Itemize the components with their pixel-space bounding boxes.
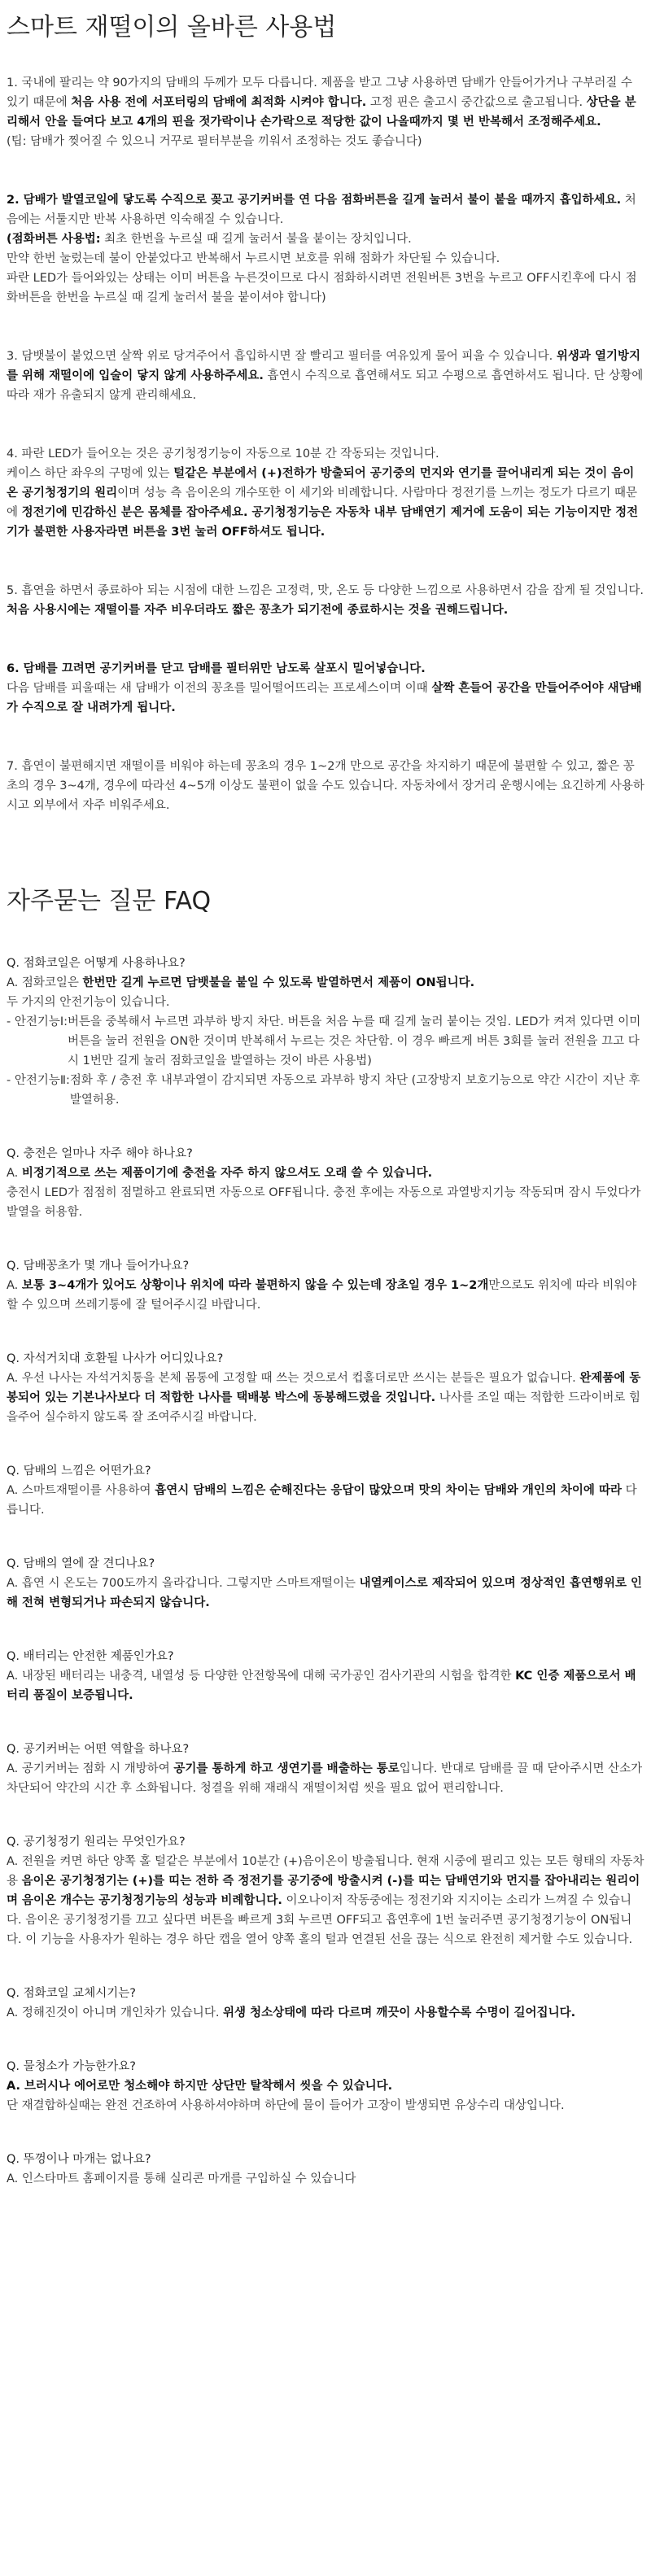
faq-item-3: [7, 1256, 644, 1315]
faq-question: Q. 담배의 느낌은 어떤가요?: [7, 1465, 151, 1478]
faq-answer-text: 이오나이저 작동중에는 정전기와 지지이는 소리가 느껴질 수 있습니다. 음이온 공기청정기를 끄고 싶다면 버튼을 빠르게 3회 누르면 OFF되고 흡연후에 1번 눌러주면 공기청정기능이 ON됩니다. 이 기능을 사용자가 원하는 경우 하단 캡을 열어 양쪽 홀의 털과 연결된 선을 끊는 식으로 완전히 제거할 수도 있습니다.: [7, 1894, 633, 1946]
faq-question: Q. 뚜껑이나 마개는 없나요?: [7, 2153, 151, 2166]
faq-answer-highlight: 완제품에 동봉되어 있는 기본나사보다 더 적합한 나사를 택배봉 박스에 동봉해드렸을 것입니다.: [7, 1372, 641, 1404]
faq-question: Q. 점화코일은 어떻게 사용하나요?: [7, 957, 186, 970]
faq-answer-text: A.: [7, 1167, 22, 1180]
faq-answer-text: A. 인스타마트 홈페이지를 통해 실리콘 마개를 구입하실 수 있습니다: [7, 2172, 356, 2185]
faq-answer-highlight: 한번만 길게 누르면 담뱃불을 붙일 수 있도록 발열하면서 제품이 ON됩니다.: [82, 976, 475, 989]
faq-answer-text: A.: [7, 1279, 22, 1292]
usage-text: 흡연시 수직으로 흡연해셔도 되고 수평으로 흡연하셔도 됩니다. 단 상황에 따라 재가 유출되지 않게 관리해세요.: [7, 369, 644, 402]
usage-text: 이며 성능 측 음이온의 개수또한 이 세기와 비례합니다. 사람마다 정전기를 느끼는 정도가 다르기 때문에: [7, 487, 637, 519]
faq-answer-highlight: KC 인증 제품으로서 배터리 품질이 보증됩니다.: [7, 1670, 636, 1702]
faq-answer-highlight: 흡연시 담배의 느낌은 순해진다는 응답이 많았으며 맛의 차이는 담배와 개인의 차이에 따라: [155, 1484, 622, 1497]
faq-question: Q. 자석거치대 호환될 나사가 어디있나요?: [7, 1352, 224, 1365]
usage-item-2: [7, 190, 644, 308]
faq-sub-label: - 안전기능Ⅰ:: [7, 1015, 68, 1028]
faq-answer-text: A. 내장된 배터리는 내충격, 내열성 등 다양한 안전항목에 대해 국가공인 검사기관의 시험을 합격한: [7, 1670, 516, 1683]
usage-text: 만약 한번 눌렀는데 불이 안붙었다고 반복해서 누르시면 보호를 위해 점화가 차단될 수 있습니다.: [7, 252, 500, 265]
usage-item-7: [7, 757, 644, 815]
faq-answer-text: A. 흡연 시 온도는 700도까지 올라갑니다. 그렇지만 스마트재떨이는: [7, 1577, 360, 1590]
faq-item-7: [7, 1647, 644, 1705]
usage-text: 7. 흡연이 불편해지면 재떨이를 비워야 하는데 꽁초의 경우 1~2개 만으로 공간을 차지하기 때문에 불편할 수 있고, 짧은 꽁초의 경우 3~4개, 경우에 따라선 4~5개 이상도 불편이 없을 수도 있습니다. 자동차에서 장거리 운행시에는 요긴하게 사용하시고 외부에서 자주 비워주세요.: [7, 760, 644, 812]
usage-item-4: [7, 444, 644, 542]
usage-highlight: 털같은 부분에서 (+)전하가 방출되어 공기중의 먼지와 연기를 끌어내리게 되는 것이 음이온 공기청정기의 원리: [7, 467, 635, 500]
usage-highlight: 정전기에 민감하신 분은 몸체를 잡아주세요. 공기청정기능은 자동차 내부 담배연기 제거에 도움이 되는 기능이지만 정전기가 불편한 사용자라면 버튼을 3번 눌러 OFF하셔도 됩니다.: [7, 506, 639, 539]
faq-item-6: [7, 1554, 644, 1613]
usage-text: 처음에는 서툴지만 반복 사용하면 익숙해질 수 있습니다.: [7, 194, 636, 226]
usage-text: 1. 국내에 팔리는 약 90가지의 담배의 두께가 모두 다릅니다. 제품을 받고 그냥 사용하면 담배가 안들어가거나 구부러질 수 있기 때문에: [7, 76, 632, 109]
faq-sub-item: [7, 1071, 644, 1110]
faq-answer-text: A. 우선 나사는 자석거치통을 본체 몸통에 고정할 때 쓰는 것으로서 컵홀더로만 쓰시는 분들은 필요가 없습니다.: [7, 1372, 580, 1385]
faq-item-5: [7, 1461, 644, 1520]
faq-answer-text: 충전시 LED가 점점히 점멸하고 완료되면 자동으로 OFF됩니다. 충전 후에는 자동으로 과열방지기능 작동되며 잠시 두었다가 발열을 허용함.: [7, 1186, 641, 1219]
usage-text: 3. 담뱃불이 붙었으면 살짝 위로 당겨주어서 흡입하시면 잘 빨리고 필터를 여유있게 물어 피울 수 있습니다.: [7, 350, 557, 363]
usage-highlight: 6. 담배를 끄려면 공기커버를 닫고 담배를 필터위만 남도록 살포시 밀어넣습니다.: [7, 662, 426, 675]
usage-tip: (팁: 담배가 찢어질 수 있으니 거꾸로 필터부분을 끼워서 조정하는 것도 좋습니다): [7, 135, 422, 148]
usage-item-5: [7, 581, 644, 620]
faq-question: Q. 공기커버는 어떤 역할을 하나요?: [7, 1743, 190, 1756]
faq-item-8: [7, 1740, 644, 1798]
usage-item-3: [7, 347, 644, 405]
usage-highlight: (점화버튼 사용법:: [7, 233, 101, 246]
usage-highlight: 위생과 열기방지를 위해 재떨이에 입술이 닿지 않게 사용하주세요.: [7, 350, 640, 382]
usage-highlight: 살짝 흔들어 공간을 만들어주어야 새담배가 수직으로 잘 내려가게 됩니다.: [7, 682, 642, 714]
faq-item-2: [7, 1144, 644, 1222]
faq-sub-text: 버튼을 중복해서 누르면 과부하 방지 차단. 버튼을 처음 누를 때 길게 눌러 붙이는 것임. LED가 켜져 있다면 이미 버튼을 눌러 전원을 ON한 것이며 반복해서 누르는 것은 차단함. 이 경우 빠르게 버튼 3회를 눌러 전원을 끄고 다시 1번만 길게 눌러 점화코일을 발열하는 것이 바른 사용법): [68, 1015, 641, 1068]
usage-text: 최초 한번을 누르실 때 길게 눌러서 불을 붙이는 장치입니다.: [100, 233, 412, 246]
faq-title: 자주묻는 질문 FAQ: [7, 887, 212, 915]
usage-highlight: 상단을 분리해서 안을 들여다 보고 4개의 핀을 젓가락이나 손가락으로 적당한 값이 나올때까지 몇 번 반복해서 조정해주세요.: [7, 96, 636, 129]
faq-question: Q. 배터리는 안전한 제품인가요?: [7, 1650, 174, 1663]
faq-item-10: [7, 1984, 644, 2023]
faq-question: Q. 충전은 얼마나 자주 해야 하나요?: [7, 1147, 193, 1160]
faq-answer-text: A. 점화코일은: [7, 976, 83, 989]
faq-answer-text: A. 스마트재떨이를 사용하여: [7, 1484, 155, 1497]
usage-text: 4. 파란 LED가 들어오는 것은 공기청정기능이 자동으로 10분 간 작동되는 것입니다.: [7, 448, 439, 461]
usage-text: 고정 핀은 출고시 중간값으로 출고됩니다.: [366, 96, 587, 109]
faq-answer-text: 입니다. 반대로 담배를 끌 때 닫아주시면 산소가 차단되어 약간의 시간 후 소화됩니다. 청결을 위해 재래식 재떨이처럼 씻을 필요 없어 편리합니다.: [7, 1762, 643, 1795]
faq-answer-highlight: 음이온 공기청정기는 (+)를 띠는 전하 즉 정전기를 공기중에 방출시켜 (-)를 띠는 담배연기와 먼지를 잡아내리는 원리이며 음이온 개수는 공기청정기능의 성능과 비례합니다.: [7, 1875, 640, 1907]
faq-answer-text: 두 가지의 안전기능이 있습니다.: [7, 996, 170, 1009]
faq-answer-text: A. 전원을 켜면 하단 양쪽 홀 털같은 부분에서 10분간 (+)음이온이 방출됩니다. 현재 시중에 필리고 있는 모든 형태의 자동차용: [7, 1855, 644, 1888]
faq-question: Q. 점화코일 교체시기는?: [7, 1987, 136, 2000]
usage-highlight: 처음 사용 전에 서포터링의 담배에 최적화 시켜야 합니다.: [71, 96, 367, 109]
faq-question: Q. 공기청정기 원리는 무엇인가요?: [7, 1836, 186, 1849]
faq-answer-highlight: 비정기적으로 쓰는 제품이기에 충전을 자주 하지 않으셔도 오래 쓸 수 있습니다.: [21, 1167, 433, 1180]
usage-text: 케이스 하단 좌우의 구멍에 있는: [7, 467, 174, 480]
faq-sub-text: 점화 후 / 충전 후 내부과열이 감지되면 자동으로 과부하 방지 차단 (고장방지 보호기능으로 약간 시간이 지난 후 발열허용.: [69, 1074, 640, 1107]
faq-item-4: [7, 1349, 644, 1427]
usage-highlight: 2. 담배가 발열코일에 닿도록 수직으로 꽂고 공기커버를 연 다음 점화버튼을 길게 눌러서 불이 붙을 때까지 흡입하세요.: [7, 194, 622, 207]
faq-sub-item: [7, 1012, 644, 1071]
faq-answer-text: 나사를 조일 때는 적합한 드라이버로 힘을주어 실수하지 않도록 잘 조여주시길 바랍니다.: [7, 1391, 640, 1424]
faq-question: Q. 담배의 열에 잘 견디나요?: [7, 1557, 155, 1570]
usage-item-6: [7, 659, 644, 718]
usage-title: 스마트 재떨이의 올바른 사용법: [7, 13, 337, 41]
usage-text: 다음 담배를 피울때는 새 담배가 이전의 꽁초를 밀어떨어뜨리는 프로세스이며 이때: [7, 682, 432, 695]
usage-text: 5. 흡연을 하면서 종료하아 되는 시점에 대한 느낌은 고정력, 맛, 온도 등 다양한 느낌으로 사용하면서 감을 잡게 될 것입니다.: [7, 584, 644, 597]
usage-text: 파란 LED가 들어와있는 상태는 이미 버튼을 누른것이므로 다시 점화하시려면 전원버튼 3번을 누르고 OFF시킨후에 다시 점화버튼을 한번을 누르실 때 길게 눌러서 불을 붙이셔야 합니다): [7, 272, 637, 304]
faq-answer-text: 단 재결합하실때는 완전 건조하여 사용하셔야하며 하단에 물이 들어가 고장이 발생되면 유상수리 대상입니다.: [7, 2099, 565, 2112]
faq-answer-text: A. 정해진것이 아니며 개인차가 있습니다.: [7, 2006, 224, 2019]
faq-answer-highlight: A. 브러시나 에어로만 청소해야 하지만 상단만 탈착해서 씻을 수 있습니다.: [7, 2080, 393, 2093]
faq-item-11: [7, 2057, 644, 2115]
faq-answer-text: A. 공기커버는 점화 시 개방하여: [7, 1762, 174, 1775]
faq-answer-highlight: 내열케이스로 제작되어 있으며 정상적인 흡연행위로 인해 전혀 변형되거나 파손되지 않습니다.: [7, 1577, 643, 1609]
faq-answer-text: 다릅니다.: [7, 1484, 637, 1517]
faq-item-12: [7, 2150, 644, 2189]
faq-answer-highlight: 보통 3~4개가 있어도 상황이나 위치에 따라 불편하지 않을 수 있는데 장초일 경우 1~2개: [21, 1279, 489, 1292]
faq-question: Q. 담배꽁초가 몇 개나 들어가나요?: [7, 1260, 190, 1273]
faq-question: Q. 물청소가 가능한가요?: [7, 2060, 136, 2073]
usage-item-1: [7, 73, 644, 151]
faq-answer-text: 만으로도 위치에 따라 비워야 할 수 있으며 쓰레기통에 잘 털어주시길 바랍니다.: [7, 1279, 637, 1312]
faq-item-9: [7, 1832, 644, 1949]
usage-highlight: 처음 사용시에는 재떨이를 자주 비우더라도 짧은 꽁초가 되기전에 종료하시는 것을 권해드립니다.: [7, 604, 509, 617]
faq-answer-highlight: 공기를 통하게 하고 생연기를 배출하는 통로: [173, 1762, 400, 1775]
faq-sub-label: - 안전기능Ⅱ:: [7, 1074, 70, 1087]
faq-item-1: [7, 954, 644, 1110]
faq-answer-highlight: 위생 청소상태에 따라 다르며 깨끗이 사용할수록 수명이 길어집니다.: [223, 2006, 576, 2019]
